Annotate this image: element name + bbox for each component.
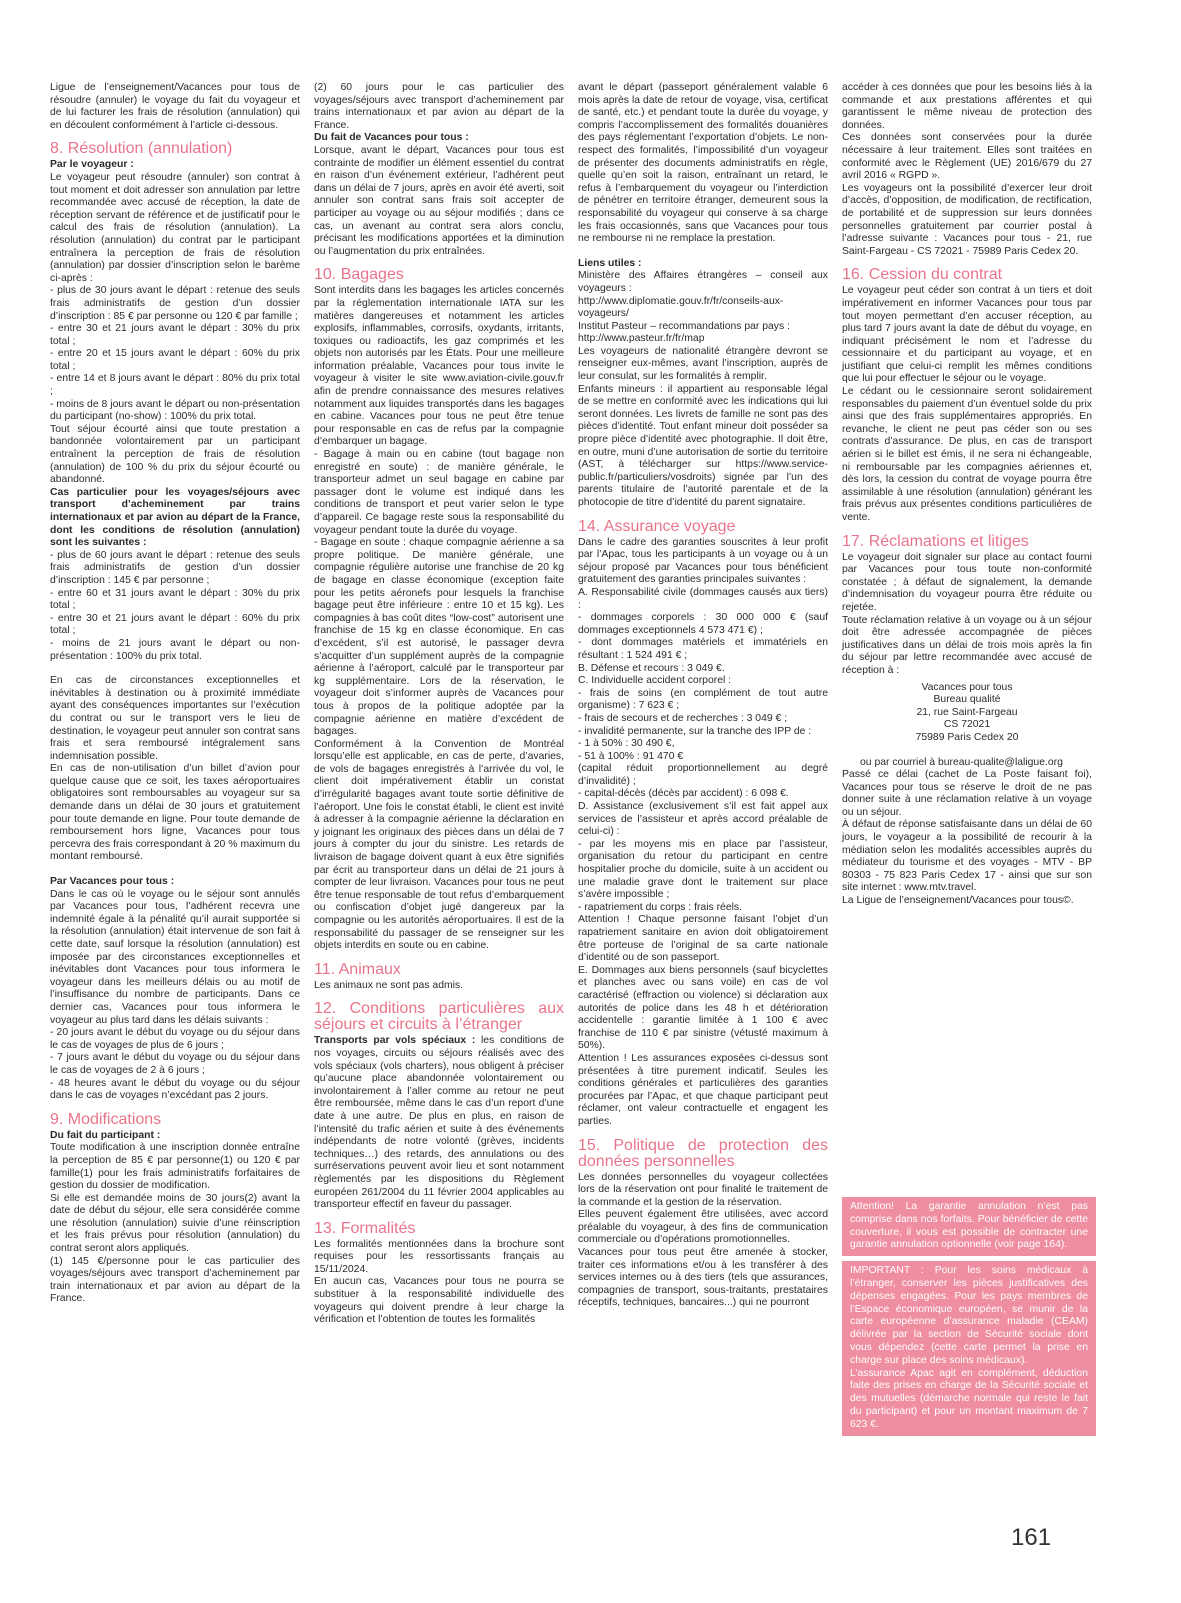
subheading-cas-particulier: Cas particulier pour les voyages/séjours avec transport d’acheminement par trains internationaux et par avion au départ de la France, dont les conditions de résolution (annulation) sont les suivantes :: [50, 486, 300, 549]
transports-label: Transports par vols spéciaux :: [314, 1035, 476, 1047]
section-15-heading: 15. Politique de protection des données personnelles: [578, 1136, 828, 1170]
attention-box: Attention! La garantie annulation n’est pas comprise dans nos forfaits. Pour bénéficier de cette couverture, il vous est possible de contracter une garantie annulation optionnelle (voir page 164).: [842, 1197, 1096, 1256]
section-9-text-2: Lorsque, avant le départ, Vacances pour tous est contrainte de modifier un élément essentiel du contrat en raison d’un événement extérieur, l’adhérent peut dans un délai de 7 jours, après en avoir été averti, soit annuler son contrat sans frais soit accepter de participer au voyage ou au séjour modifiés ; dans ce cas, un avenant au contrat sera alors conclu, précisant les modifications apportées et la diminution ou l’augmentation du prix entraînées.: [314, 144, 564, 257]
section-13-text-cont: avant le départ (passeport généralement valable 6 mois après la date de retour de voyage, visa, certificat de santé, etc.) et pendant toute la durée du voyage, y compris l’accomplissement des formalités douanières des pays réglementant l’exportation d’objets. Le non-respect des formalités, l’impossibilité d’un voyageur de présenter des documents administratifs en règle, quelle qu’en soit la raison, entraînant un retard, le refus à l’embarquement du voyageur ou l’interdiction de pénétrer en territoire étranger, demeurent sous la responsabilité du voyageur qui conserve à sa charge les frais occasionnés, sans que Vacances pour tous ne rembourse ni ne remplace la prestation.: [578, 82, 828, 245]
section-12-text: [314, 1035, 564, 1211]
column-3: [578, 82, 828, 1310]
section-9-heading: 9. Modifications: [50, 1110, 162, 1128]
section-17-text: Le voyageur doit signaler sur place au contact fourni par Vacances pour tous toute non-conformité constatée ; à défaut de signalement, la demande d’indemnisation du voyageur pourra être réduite ou rejetée. Toute réclamation relative à un voyage ou à un séjour doit être adressée accompagnée de pièces justificatives dans un délai de trois mois après la fin du séjour par lettre recommandée avec accusé de réception à :: [842, 551, 1092, 676]
section-16-heading: 16. Cession du contrat: [842, 266, 1003, 284]
subheading-du-fait-participant: Du fait du participant :: [50, 1129, 161, 1141]
section-8-heading: 8. Résolution (annulation): [50, 140, 233, 158]
section-14-heading: 14. Assurance voyage: [578, 517, 736, 535]
section-8-text-3: En cas de circonstances exceptionnelles et inévitables à destination ou à proximité immédiate ayant des conséquences importantes sur l’exécution du contrat ou sur le transport vers le lieu de destination, le voyageur peut annuler son contrat sans frais et sera remboursé intégralement sans indemnisation possible. En cas de non-utilisation d’un billet d’avion pour quelque cause que ce soit, les taxes aéroportuaires obligatoires sont remboursables au voyageur sur sa demande dans un délai de 30 jours et gratuitement pour toute demande en ligne. Pour toute demande de remboursement hors ligne, Vacances pour tous percevra des frais correspondant à 20 % maximum du montant remboursé.: [50, 675, 300, 863]
subheading-liens-utiles: Liens utiles :: [578, 257, 642, 269]
info-boxes: [842, 1197, 1096, 1441]
postal-address: Vacances pour tous Bureau qualité 21, rue Saint-Fargeau CS 72021 75989 Paris Cedex 20: [915, 681, 1019, 743]
important-box: IMPORTANT : Pour les soins médicaux à l’étranger, conserver les pièces justificatives des dépenses engagées. Pour les pays membres de l’Espace économique européen, se munir de la carte européenne d’assurance maladie (CEAM) délivrée par la section de Sécurité sociale dont vous dépendez (cette carte permet la prise en charge sur place des soins médicaux). L’assurance Apac agit en complément, déduction faite des prises en charge de la Sécurité sociale et des mutuelles (démarche normale qui reste le fait du participant) et pour un montant maximum de 7 623 €.: [842, 1261, 1096, 1435]
section-16-text: Le voyageur peut céder son contrat à un tiers et doit impérativement en informer Vacances pour tous par tout moyen permettant d’en accuser réception, au plus tard 7 jours avant la date de début du voyage, en indiquant précisément le nom et l’adresse du cessionnaire et du participant au voyage, et en justifiant que celui-ci remplit les mêmes conditions que lui pour effectuer le séjour ou le voyage. Le cédant ou le cessionnaire seront solidairement responsables du paiement d’un éventuel solde du prix ainsi que des frais supplémentaires appropriés. En revanche, le client ne peut pas céder son ou ses contrats d’assurance. De plus, en cas de transport aérien si le billet est émis, il ne sera ni échangeable, ni remboursable par les compagnies aériennes et, dès lors, la cession du contrat de voyage pourra être assimilable à une résolution (annulation) générant les frais prévus aux présentes conditions particulières de vente.: [842, 285, 1092, 523]
section-17-text-2: ou par courriel à bureau-qualite@laligue.org Passé ce délai (cachet de La Poste faisant foi), Vacances pour tous se réserve le droit de ne pas donner suite à une réclamation relative à un voyage ou un séjour. À défaut de réponse satisfaisante dans un délai de 60 jours, le voyageur a la possibilité de recourir à la médiation selon les modalités accessibles auprès du médiateur du tourisme et des voyages - MTV - BP 80303 - 75 823 Paris Cedex 17 - ainsi que sur son site internet : www.mtv.travel. La Ligue de l’enseignement/Vacances pour tous©.: [842, 756, 1092, 907]
section-10-heading: 10. Bagages: [314, 266, 404, 284]
section-9-text: Toute modification à une inscription donnée entraîne la perception de 85 € par personne(1) ou 120 € par famille(1) pour les frais administratifs forfaitaires de gestion du dossier de modification. Si elle est demandée moins de 30 jours(2) avant la date de début du séjour, elle sera considérée comme une résolution (annulation) suivie d’une réinscription et les frais prévus pour résolution (annulation) du contrat seront alors appliqués. (1) 145 €/personne pour le cas particulier des voyages/séjours avec transport d’acheminement par train internationaux et par avion au départ de la France.: [50, 1142, 300, 1305]
liens-utiles-text: Ministère des Affaires étrangères – conseil aux voyageurs : http://www.diplomatie.gouv.fr/fr/conseils-aux-voyageurs/ Institut Pasteur – recommandations par pays : http://www.pasteur.fr/fr/map Les voyageurs de nationalité étrangère devront se renseigner eux-mêmes, avant l’inscription, auprès de leur consulat, sur les formalités à remplir. Enfants mineurs : il appartient au responsable légal de se mettre en conformité avec les indications qui lui seront données. Les livrets de famille ne sont pas des pièces d’identité. Tout enfant mineur doit posséder sa propre pièce d’identité avec photographie. Il doit être, en outre, muni d’une autorisation de sortie du territoire (AST, à télécharger sur https://www.service-public.fr/particuliers/vosdroits) signée par l’un des parents titulaire de l’autorité parentale et de la photocopie de titre d’identité du parent signataire.: [578, 270, 828, 508]
section-17-heading: 17. Réclamations et litiges: [842, 532, 1029, 550]
column-2: [314, 82, 564, 1327]
footnote-2: (2) 60 jours pour le cas particulier des voyages/séjours avec transport d’acheminement par trains internationaux et par avion au départ de la France.: [314, 82, 564, 131]
section-12-heading: 12. Conditions particulières aux séjours et circuits à l’étranger: [314, 1000, 564, 1034]
section-10-text: Sont interdits dans les bagages les articles concernés par la réglementation internationale IATA sur les matières dangereuses et notamment les articles explosifs, inflammables, corrosifs, oxydants, irritants, toxiques ou radioactifs, les gaz comprimés et les objets non autorisés par les États. Pour une meilleure information préalable, Vacances pour tous invite le voyageur à visiter le site www.aviation-civile.gouv.fr afin de prendre connaissance des mesures relatives notamment aux liquides transportés dans les bagages en cabine. Vacances pour tous ne peut être tenue pour responsable en cas de refus par la compagnie d’embarquer un bagage. - Bagage à main ou en cabine (tout bagage non enregistré en soute) : de manière générale, le transporteur admet un seul bagage en cabine par passager dont le volume est indiqué dans les conditions de transport et peut varier selon le type d’appareil. Ce bagage reste sous la responsabilité du voyageur pendant toute la durée du voyage. - Bagage en soute : chaque compagnie aérienne a sa propre politique. De manière générale, une compagnie régulière autorise une franchise de 20 kg de bagage en classe économique (exception faite pour les petits aéronefs pour lesquels la franchise bagage peut être inférieure : entre 10 et 15 kg). Les compagnies à bas coût dites “low-cost” autorisent une franchise de 15 kg en classe économique. En cas d’excédent, s’il est autorisé, le passager devra s’acquitter d’un supplément auprès de la compagnie aérienne à l’aéroport, calculé par le transporteur par kg supplémentaire. Lors de la réservation, le voyageur doit s’informer auprès de Vacances pour tous à propos de la politique adoptée par la compagnie aérienne en matière d’excédent de bagages. Conformément à la Convention de Montréal lorsqu’elle est applicable, en cas de perte, d’avaries, de vols de bagages enregistrés à l’arrivée du vol, le client doit impérativement établir un constat d’irrégularité bagages avant toute sortie définitive de l’aéroport. Une fois le constat établi, le client est invité à adresser à la compagnie aérienne la déclaration en y joignant les originaux des pièces dans un délai de 7 jours à compter du jour du sinistre. Les retards de livraison de bagage doivent quant à eux être signifiés par écrit au transporteur dans un délai de 21 jours à compter de leur livraison. Vacances pour tous ne peut être tenue responsable de tout refus d’embarquement ou confiscation d’objet jugé dangereux par la compagnie ou les autorités aéroportuaires. Il est de la responsabilité du passager de se renseigner sur les objets interdits en soute ou en cabine.: [314, 285, 564, 952]
subheading-par-vpt: Par Vacances pour tous :: [50, 876, 175, 888]
column-1: [50, 82, 300, 1306]
section-15-text: Les données personnelles du voyageur collectées lors de la réservation ont pour finalité le traitement de la commande et la gestion de la réservation. Elles peuvent également être utilisées, avec accord préalable du voyageur, à des fins de communication commerciale ou d’opérations promotionnelles. Vacances pour tous peut être amenée à stocker, traiter ces informations et/ou à les transférer à des services internes ou à des tiers (tels que assurances, compagnies de transport, sous-traitants, prestataires réceptifs, techniques, bancaires...) qui ne pourront: [578, 1171, 828, 1309]
subheading-du-fait-vpt: Du fait de Vacances pour tous :: [314, 132, 469, 144]
page-number: 161: [1011, 1524, 1052, 1551]
section-13-heading: 13. Formalités: [314, 1219, 416, 1237]
section-8-text-1: Le voyageur peut résoudre (annuler) son contrat à tout moment et doit adresser son annulation par lettre recommandée avec accusé de réception, la date de réception servant de référence et de justificatif pour le calcul des frais de résolution (annulation). La résolution (annulation) du contrat par le participant entraînera la perception de frais de résolution (annulation) par dossier d’inscription selon le barème ci-après : - plus de 30 jours avant le départ : retenue des seuls frais administratifs de gestion d’un dossier d’inscription : 85 € par personne ou 120 € par famille ; - entre 30 et 21 jours avant le départ : 30% du prix total ; - entre 20 et 15 jours avant le départ : 60% du prix total ; - entre 14 et 8 jours avant le départ : 80% du prix total ; - moins de 8 jours avant le départ ou non-présentation du participant (no-show) : 100% du prix total. Tout séjour écourté ainsi que toute prestation a bandonnée volontairement par un participant entraînent la perception de frais de résolution (annulation) de 100 % du prix du séjour écourté ou abandonné.: [50, 171, 300, 486]
section-11-heading: 11. Animaux: [314, 960, 401, 978]
section-14-text: Dans le cadre des garanties souscrites à leur profit par l’Apac, tous les participants à un voyage ou à un séjour proposé par Vacances pour tous bénéficient gratuitement des garanties principales suivantes : A. Responsabilité civile (dommages causés aux tiers) : - dommages corporels : 30 000 000 € (sauf dommages exceptionnels 4 573 471 €) ; - dont dommages matériels et immatériels en résultant : 1 524 491 € ; B. Défense et recours : 3 049 €. C. Individuelle accident corporel : - frais de soins (en complément de tout autre organisme) : 7 623 € ; - frais de secours et de recherches : 3 049 € ; - invalidité permanente, sur la tranche des IPP de : - 1 à 50% : 30 490 €, - 51 à 100% : 91 470 € (capital réduit proportionnellement au degré d’invalidité) ; - capital-décès (décès par accident) : 6 098 €. D. Assistance (exclusivement s’il est fait appel aux services de l’assisteur et après accord préalable de celui-ci) : - par les moyens mis en place par l’assisteur, organisation du retour du participant en centre hospitalier proche du domicile, suite à un accident ou une maladie grave dont le traitement sur place s’avère impossible ; - rapatriement du corps : frais réels. Attention ! Chaque personne faisant l’objet d’un rapatriement sanitaire en avion doit obligatoirement être porteuse de l’original de sa carte nationale d’identité ou de son passeport. E. Dommages aux biens personnels (sauf bicyclettes et planches avec ou sans voile) en cas de vol caractérisé (effraction ou violence) si déclaration aux autorités de police dans les 48 h et détérioration accidentelle : garantie limitée à 1 100 € avec franchise de 110 € par sinistre (vétusté maximum à 50%). Attention ! Les assurances exposées ci-dessus sont présentées à titre purement indicatif. Seules les conditions générales et particulières des garanties procurées par l’Apac, et que chaque participant peut réclamer, ont valeur contractuelle et engagent les parties.: [578, 536, 828, 1127]
column-4: [842, 82, 1092, 908]
subheading-par-voyageur: Par le voyageur :: [50, 159, 134, 171]
section-8-text-2: - plus de 60 jours avant le départ : retenue des seuls frais administratifs de gestion d’un dossier d’inscription : 145 € par personne ; - entre 60 et 31 jours avant le départ : 30% du prix total ; - entre 30 et 21 jours avant le départ : 60% du prix total ; - moins de 21 jours avant le départ ou non-présentation : 100% du prix total.: [50, 549, 300, 662]
transports-text: les conditions de nos voyages, circuits ou séjours réalisés avec des vols spéciaux (vols charters), nous obligent à préciser qu’aucune place abandonnée volontairement ou involontairement à l’aller comme au retour ne peut être remboursée, même dans le cas d’un report d’une date à une autre. De plus en plus, en raison de l’intensité du trafic aérien et suite à des événements indépendants de notre volonté (grèves, incidents techniques…) des retards, des annulations ou des surréservations peuvent avoir lieu et sont notamment règlementés par les dispositions du Règlement européen 261/2004 du 11 février 2004 applicables au transporteur effectif en faveur du passager.: [314, 1035, 564, 1211]
section-8-text-4: Dans le cas où le voyage ou le séjour sont annulés par Vacances pour tous, l’adhérent recevra une indemnité égale à la pénalité qu’il aurait supportée si la résolution (annulation) était intervenue de son fait à cette date, sauf lorsque la résolution (annulation) est imposée par des circonstances exceptionnelles et inévitables dont Vacances pour tous informera le voyageur dans les meilleurs délais ou au motif de l’insuffisance du nombre de participants. Dans ce dernier cas, Vacances pour tous informera le voyageur au plus tard dans les délais suivants : - 20 jours avant le début du voyage ou du séjour dans le cas de voyages de plus de 6 jours ; - 7 jours avant le début du voyage ou du séjour dans le cas de voyages de 2 à 6 jours ; - 48 heures avant le début du voyage ou du séjour dans le cas de voyages n’excédant pas 2 jours.: [50, 888, 300, 1102]
section-11-text: Les animaux ne sont pas admis.: [314, 979, 464, 991]
section-13-text: Les formalités mentionnées dans la brochure sont requises pour les ressortissants français au 15/11/2024. En aucun cas, Vacances pour tous ne pourra se substituer à la responsabilité individuelle des voyageurs qui doivent prendre à leur charge la vérification et l’obtention de toutes les formalités: [314, 1238, 564, 1326]
intro-text: Ligue de l’enseignement/Vacances pour tous de résoudre (annuler) le voyage du fait du voyageur et de lui facturer les frais de résolution (annulation) qui en découlent conformément à l’article ci-dessous.: [50, 82, 300, 131]
section-15-text-cont: accéder à ces données que pour les besoins liés à la commande et aux prestations afférentes et qui garantissent le même niveau de protection des données. Ces données sont conservées pour la durée nécessaire à leur traitement. Elles sont traitées en conformité avec le Règlement (UE) 2016/679 du 27 avril 2016 « RGPD ». Les voyageurs ont la possibilité d’exercer leur droit d’accès, d’opposition, de modification, de rectification, de portabilité et de suppression sur leurs données personnelles gratuitement par courrier postal à l’adresse suivante : Vacances pour tous - 21, rue Saint-Fargeau - CS 72021 - 75989 Paris Cedex 20.: [842, 82, 1092, 257]
